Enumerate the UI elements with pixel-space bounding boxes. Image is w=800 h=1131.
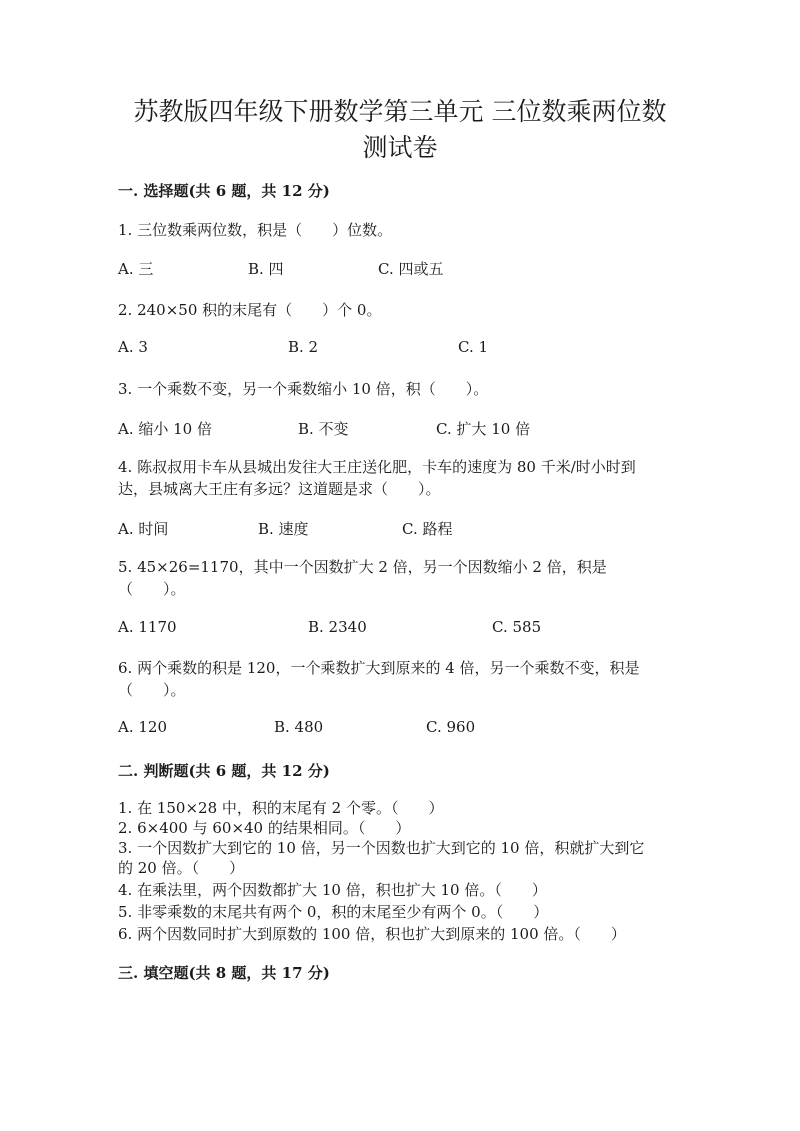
judge-item-1: 1. 在 150×28 中，积的末尾有 2 个零。（ ） bbox=[118, 799, 444, 817]
option-3c: C. 扩大 10 倍 bbox=[436, 420, 531, 438]
option-4a: A. 时间 bbox=[118, 520, 169, 538]
option-5c: C. 585 bbox=[492, 618, 542, 636]
option-6b: B. 480 bbox=[274, 718, 324, 736]
option-6a: A. 120 bbox=[118, 718, 167, 736]
option-4c: C. 路程 bbox=[402, 520, 453, 538]
section-heading-fill: 三. 填空题(共 8 题，共 17 分) bbox=[118, 964, 330, 982]
question-4-line2: 达，县城离大王庄有多远？这道题是求（ ）。 bbox=[118, 480, 441, 498]
option-3b: B. 不变 bbox=[298, 420, 349, 438]
judge-item-5: 5. 非零乘数的末尾共有两个 0，积的末尾至少有两个 0。（ ） bbox=[118, 903, 549, 921]
section-heading-choice: 一. 选择题(共 6 题，共 12 分) bbox=[118, 182, 330, 200]
option-5a: A. 1170 bbox=[118, 618, 177, 636]
judge-item-2: 2. 6×400 与 60×40 的结果相同。（ ） bbox=[118, 819, 411, 837]
option-2a: A. 3 bbox=[118, 338, 148, 356]
option-5b: B. 2340 bbox=[308, 618, 367, 636]
judge-item-4: 4. 在乘法里，两个因数都扩大 10 倍，积也扩大 10 倍。（ ） bbox=[118, 881, 547, 899]
option-6c: C. 960 bbox=[426, 718, 476, 736]
page-title-line2: 测试卷 bbox=[362, 133, 438, 162]
judge-item-3-line2: 的 20 倍。（ ） bbox=[118, 859, 245, 877]
question-4-line1: 4. 陈叔叔用卡车从县城出发往大王庄送化肥，卡车的速度为 80 千米/时小时到 bbox=[118, 458, 636, 476]
option-1a: A. 三 bbox=[118, 260, 154, 278]
option-1c: C. 四或五 bbox=[378, 260, 444, 278]
option-3a: A. 缩小 10 倍 bbox=[118, 420, 212, 438]
question-2: 2. 240×50 积的末尾有（ ）个 0。 bbox=[118, 301, 382, 319]
option-1b: B. 四 bbox=[248, 260, 284, 278]
question-5-line2: （ ）。 bbox=[118, 580, 186, 598]
option-2b: B. 2 bbox=[288, 338, 319, 356]
judge-item-3-line1: 3. 一个因数扩大到它的 10 倍，另一个因数也扩大到它的 10 倍，积就扩大到它 bbox=[118, 839, 645, 857]
option-2c: C. 1 bbox=[458, 338, 489, 356]
question-3: 3. 一个乘数不变，另一个乘数缩小 10 倍，积（ ）。 bbox=[118, 380, 489, 398]
question-5-line1: 5. 45×26=1170，其中一个因数扩大 2 倍，另一个因数缩小 2 倍，积是 bbox=[118, 558, 607, 576]
section-heading-judge: 二. 判断题(共 6 题，共 12 分) bbox=[118, 762, 330, 780]
question-1: 1. 三位数乘两位数，积是（ ）位数。 bbox=[118, 221, 393, 239]
judge-item-6: 6. 两个因数同时扩大到原数的 100 倍，积也扩大到原来的 100 倍。（ ） bbox=[118, 925, 626, 943]
question-6-line2: （ ）。 bbox=[118, 681, 186, 699]
page-title: 苏教版四年级下册数学第三单元 三位数乘两位数 bbox=[133, 97, 667, 126]
option-4b: B. 速度 bbox=[258, 520, 309, 538]
question-6-line1: 6. 两个乘数的积是 120，一个乘数扩大到原来的 4 倍，另一个乘数不变，积是 bbox=[118, 659, 640, 677]
